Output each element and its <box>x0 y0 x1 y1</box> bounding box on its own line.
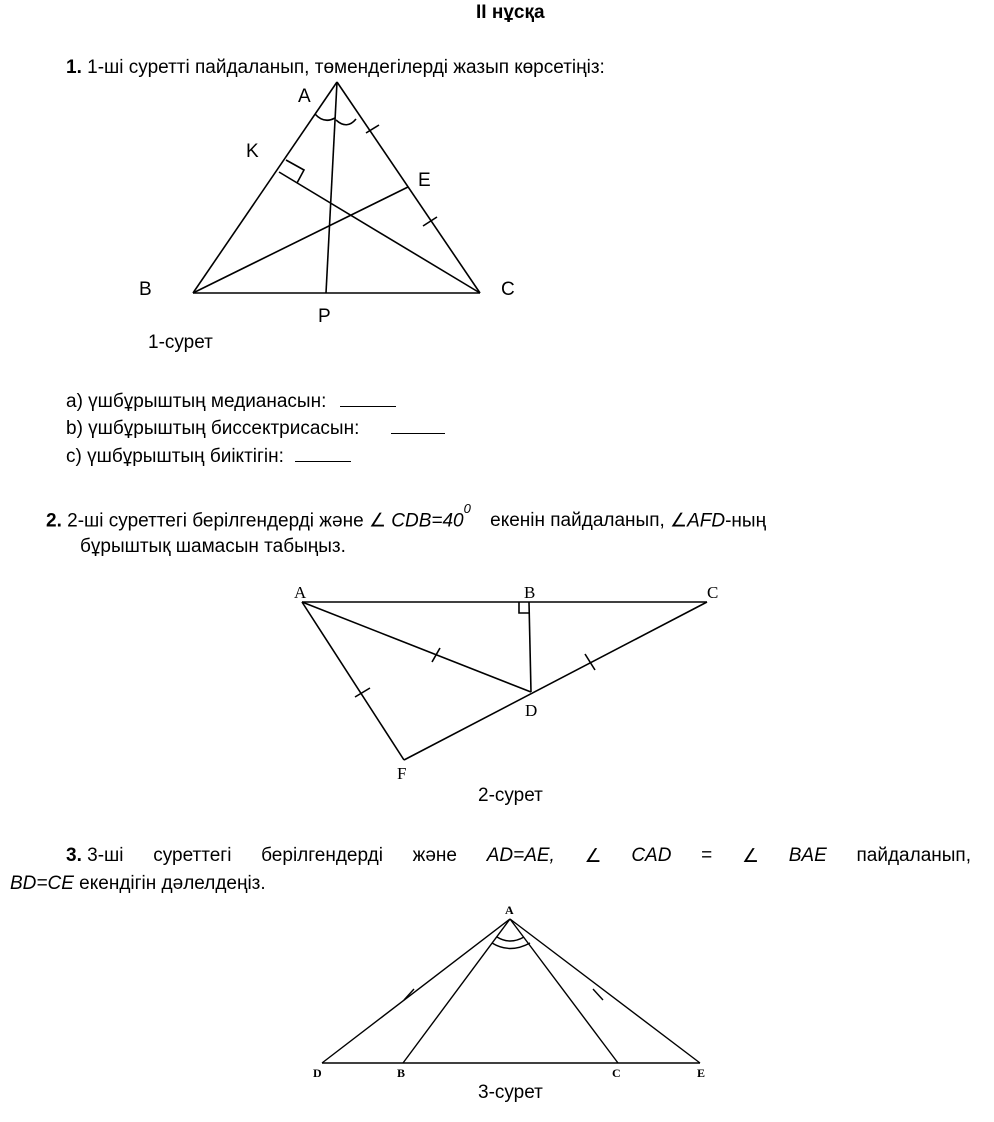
task3-line2-text: екендігін дәлелдеңіз. <box>73 873 266 894</box>
task2-statement-line2: бұрыштық шамасын табыңыз. <box>80 536 346 557</box>
task3-eq1: AD=AE, <box>486 845 555 866</box>
task3-word3: берілгендерді <box>261 845 383 866</box>
task3-angle-symbol-1: ∠ <box>584 846 602 867</box>
fig2-label-F: F <box>397 764 407 783</box>
fig1-label-B: B <box>139 279 152 300</box>
fig3-label-B: B <box>397 1066 406 1080</box>
angle-symbol-1: ∠ <box>368 510 386 532</box>
item-a-text: a) үшбұрыштың медианасын: <box>66 391 327 412</box>
figure-2-caption: 2-сурет <box>478 785 543 806</box>
fig1-label-A: A <box>298 86 311 107</box>
figure-3-caption: 3-сурет <box>478 1082 543 1103</box>
segment-AC <box>510 919 618 1063</box>
fig3-label-E: E <box>697 1066 706 1080</box>
task2-text-before: 2-ші суреттегі берілгендерді және <box>67 510 364 532</box>
segment-AE <box>510 919 700 1063</box>
task2-text-mid: екенін пайдаланып, <box>490 510 665 532</box>
fig3-label-D: D <box>313 1066 322 1080</box>
tick-AE <box>593 989 603 1000</box>
task3-eq3: BAE <box>788 845 827 866</box>
angle-symbol-2: ∠ <box>670 510 688 532</box>
segment-AB <box>403 919 510 1063</box>
item-b-text: b) үшбұрыштың биссектрисасын: <box>66 418 360 439</box>
fig1-label-E: E <box>418 170 431 191</box>
task3-eq2: CAD <box>631 845 672 866</box>
task1-number: 1. <box>66 57 82 78</box>
target-angle: AFD <box>687 510 726 532</box>
fig1-label-K: K <box>246 141 259 162</box>
task3-eq-sign: = <box>701 845 713 866</box>
task3-line2-eq: BD=CE <box>10 873 74 894</box>
angle-arc-outer <box>492 943 530 949</box>
task3-angle-symbol-2: ∠ <box>741 846 760 867</box>
task3-word2: суреттегі <box>153 845 232 866</box>
task3-number: 3. <box>66 845 82 866</box>
degree-mark: 0 <box>463 501 471 516</box>
fig2-label-A: A <box>294 583 307 602</box>
fig2-label-D: D <box>525 701 538 720</box>
fig1-label-P: P <box>318 306 331 327</box>
task2-number: 2. <box>46 510 62 532</box>
fig3-label-A: A <box>505 903 514 917</box>
segment-AD <box>322 919 510 1063</box>
task1-text: 1-ші суретті пайдаланып, төмендегілерді жазып көрсетіңіз: <box>87 57 605 78</box>
given-angle: CDB=40 <box>385 510 464 532</box>
task2-text-after: -ның <box>725 510 767 532</box>
fig2-label-C: C <box>707 583 719 602</box>
figure-1-caption: 1-сурет <box>148 332 213 353</box>
fig3-label-C: C <box>612 1066 621 1080</box>
variant-title: II нұсқа <box>476 2 545 23</box>
task3-word4: және <box>412 845 457 866</box>
fig1-label-C: C <box>501 279 515 300</box>
task3-word5: пайдаланып, <box>856 845 971 866</box>
task3-word1: 3-ші <box>87 845 124 866</box>
fig2-label-B: B <box>524 583 536 602</box>
item-c-text: c) үшбұрыштың биіктігін: <box>66 446 284 467</box>
angle-arc-inner <box>497 937 524 941</box>
